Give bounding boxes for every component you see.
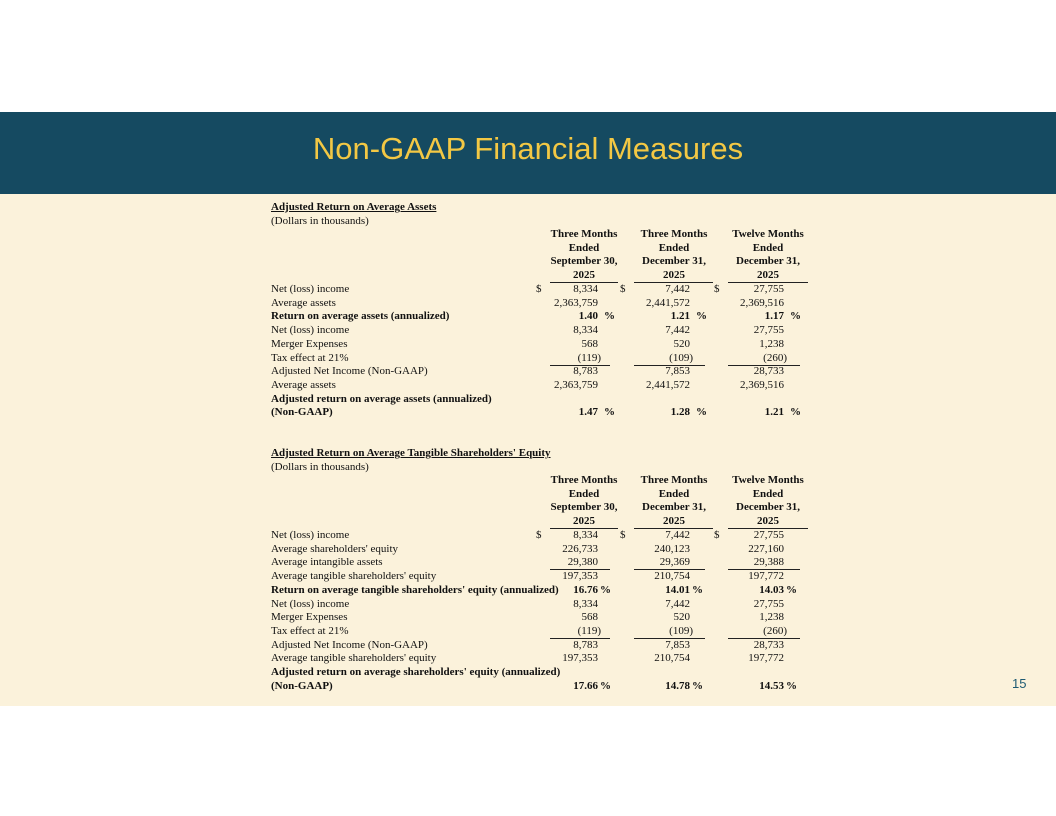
section-subtitle: (Dollars in thousands) bbox=[271, 214, 369, 227]
row-label: Net (loss) income bbox=[271, 597, 350, 610]
cell-value: 14.01 bbox=[665, 583, 690, 596]
row-label: Merger Expenses bbox=[271, 337, 348, 350]
row-label: Return on average assets (annualized) bbox=[271, 310, 450, 323]
column-header: 2025 bbox=[757, 269, 779, 282]
cell-value: 27,755 bbox=[753, 597, 784, 610]
row-label: Average tangible shareholders' equity bbox=[271, 652, 437, 665]
cell-value: 1.47 bbox=[578, 406, 598, 419]
cell-value: 2,363,759 bbox=[554, 378, 598, 391]
cell-value: 8,334 bbox=[573, 529, 598, 541]
column-header: Ended bbox=[752, 487, 784, 500]
column-header: Ended bbox=[568, 487, 600, 500]
column-header: Ended bbox=[752, 241, 784, 254]
page-title: Non-GAAP Financial Measures bbox=[312, 131, 744, 166]
cell-value: 8,783 bbox=[573, 638, 598, 651]
percent-sign: % bbox=[600, 583, 611, 596]
row-label: Net (loss) income bbox=[271, 324, 350, 337]
cell-value: 7,853 bbox=[665, 365, 690, 378]
dollar-sign: $ bbox=[714, 283, 720, 295]
cell-value: (109) bbox=[669, 351, 693, 364]
cell-value: (260) bbox=[763, 624, 787, 637]
cell-value: 27,755 bbox=[753, 529, 784, 541]
column-header: Ended bbox=[658, 241, 690, 254]
cell-value: 14.53 bbox=[759, 679, 784, 692]
row-label: Adjusted Net Income (Non-GAAP) bbox=[271, 638, 428, 651]
row-label: Average assets bbox=[271, 378, 336, 391]
row-label: (Non-GAAP) bbox=[271, 406, 333, 419]
row-label: Average shareholders' equity bbox=[271, 542, 399, 555]
cell-value: 1.21 bbox=[764, 406, 784, 419]
percent-sign: % bbox=[790, 310, 801, 323]
page-number: 15 bbox=[1012, 676, 1027, 691]
dollar-sign: $ bbox=[620, 529, 626, 541]
cell-value: 29,388 bbox=[753, 556, 784, 569]
percent-sign: % bbox=[790, 406, 801, 419]
dollar-sign: $ bbox=[536, 283, 542, 295]
percent-sign: % bbox=[692, 679, 703, 692]
column-header: December 31, bbox=[642, 255, 706, 268]
column-header: Ended bbox=[658, 487, 690, 500]
cell-value: 240,123 bbox=[654, 542, 690, 555]
dollar-sign: $ bbox=[536, 529, 542, 541]
cell-value: 17.66 bbox=[573, 679, 598, 692]
column-header: December 31, bbox=[736, 255, 800, 268]
row-label: Tax effect at 21% bbox=[271, 351, 349, 364]
cell-value: 2,363,759 bbox=[554, 296, 598, 309]
cell-value: 210,754 bbox=[654, 570, 690, 583]
cell-value: 197,772 bbox=[748, 652, 784, 665]
row-label: Average tangible shareholders' equity bbox=[271, 570, 437, 583]
column-header: 2025 bbox=[663, 269, 685, 282]
column-header: 2025 bbox=[757, 515, 779, 528]
column-header: 2025 bbox=[573, 515, 595, 528]
percent-sign: % bbox=[604, 406, 615, 419]
cell-value: 28,733 bbox=[753, 365, 784, 378]
cell-value: 2,369,516 bbox=[740, 296, 784, 309]
percent-sign: % bbox=[696, 310, 707, 323]
cell-value: 197,353 bbox=[562, 652, 598, 665]
cell-value: 7,442 bbox=[665, 283, 690, 295]
cell-value: 227,160 bbox=[748, 542, 784, 555]
cell-value: 27,755 bbox=[753, 324, 784, 337]
cell-value: 14.03 bbox=[759, 583, 784, 596]
column-header: Twelve Months bbox=[732, 228, 804, 240]
cell-value: 520 bbox=[673, 337, 690, 350]
section-title: Adjusted Return on Average Tangible Shareholders' Equity bbox=[271, 447, 551, 459]
column-header: Three Months bbox=[640, 228, 708, 240]
percent-sign: % bbox=[786, 583, 797, 596]
cell-value: 1.28 bbox=[670, 406, 690, 419]
section-subtitle: (Dollars in thousands) bbox=[271, 460, 369, 473]
row-label: Average assets bbox=[271, 296, 336, 309]
cell-value: 2,441,572 bbox=[646, 296, 690, 309]
row-label: (Non-GAAP) bbox=[271, 679, 333, 692]
cell-value: 1,238 bbox=[759, 611, 784, 624]
cell-value: 28,733 bbox=[753, 638, 784, 651]
cell-value: 1.17 bbox=[764, 310, 784, 323]
cell-value: 7,442 bbox=[665, 597, 690, 610]
cell-value: 29,380 bbox=[567, 556, 598, 569]
cell-value: 2,441,572 bbox=[646, 378, 690, 391]
cell-value: 568 bbox=[581, 611, 598, 624]
cell-value: 1,238 bbox=[759, 337, 784, 350]
column-header: September 30, bbox=[550, 501, 618, 514]
percent-sign: % bbox=[604, 310, 615, 323]
cell-value: 29,369 bbox=[659, 556, 690, 569]
cell-value: 1.40 bbox=[578, 310, 598, 323]
cell-value: 226,733 bbox=[562, 542, 598, 555]
row-label: Merger Expenses bbox=[271, 611, 348, 624]
column-header: December 31, bbox=[736, 501, 800, 514]
dollar-sign: $ bbox=[714, 529, 720, 541]
column-header: Three Months bbox=[640, 474, 708, 486]
cell-value: (119) bbox=[577, 624, 601, 637]
cell-value: 27,755 bbox=[753, 283, 784, 295]
column-header: Ended bbox=[568, 241, 600, 254]
cell-value: (260) bbox=[763, 351, 787, 364]
row-label: Adjusted return on average assets (annualized) bbox=[271, 392, 492, 405]
cell-value: 8,334 bbox=[573, 324, 598, 337]
column-header: 2025 bbox=[573, 269, 595, 282]
cell-value: 7,853 bbox=[665, 638, 690, 651]
cell-value: 16.76 bbox=[573, 583, 598, 596]
cell-value: (119) bbox=[577, 351, 601, 364]
row-label: Net (loss) income bbox=[271, 283, 350, 295]
dollar-sign: $ bbox=[620, 283, 626, 295]
row-label: Return on average tangible shareholders' equity (annualized) bbox=[271, 583, 559, 596]
cell-value: 8,334 bbox=[573, 283, 598, 295]
column-header: 2025 bbox=[663, 515, 685, 528]
percent-sign: % bbox=[600, 679, 611, 692]
row-label: Adjusted Net Income (Non-GAAP) bbox=[271, 365, 428, 378]
cell-value: 197,772 bbox=[748, 570, 784, 583]
column-header: September 30, bbox=[550, 255, 618, 268]
row-label: Adjusted return on average shareholders' equity (annualized) bbox=[271, 666, 561, 678]
row-label: Tax effect at 21% bbox=[271, 624, 349, 637]
cell-value: 210,754 bbox=[654, 652, 690, 665]
section-title: Adjusted Return on Average Assets bbox=[271, 201, 437, 213]
cell-value: 520 bbox=[673, 611, 690, 624]
cell-value: 7,442 bbox=[665, 324, 690, 337]
cell-value: 1.21 bbox=[670, 310, 690, 323]
percent-sign: % bbox=[786, 679, 797, 692]
cell-value: 8,783 bbox=[573, 365, 598, 378]
cell-value: 568 bbox=[581, 337, 598, 350]
cell-value: 197,353 bbox=[562, 570, 598, 583]
column-header: December 31, bbox=[642, 501, 706, 514]
row-label: Average intangible assets bbox=[271, 556, 383, 569]
column-header: Three Months bbox=[550, 228, 618, 240]
cell-value: (109) bbox=[669, 624, 693, 637]
cell-value: 8,334 bbox=[573, 597, 598, 610]
percent-sign: % bbox=[692, 583, 703, 596]
row-label: Net (loss) income bbox=[271, 529, 350, 541]
cell-value: 14.78 bbox=[665, 679, 690, 692]
column-header: Three Months bbox=[550, 474, 618, 486]
percent-sign: % bbox=[696, 406, 707, 419]
cell-value: 7,442 bbox=[665, 529, 690, 541]
column-header: Twelve Months bbox=[732, 474, 804, 486]
cell-value: 2,369,516 bbox=[740, 378, 784, 391]
